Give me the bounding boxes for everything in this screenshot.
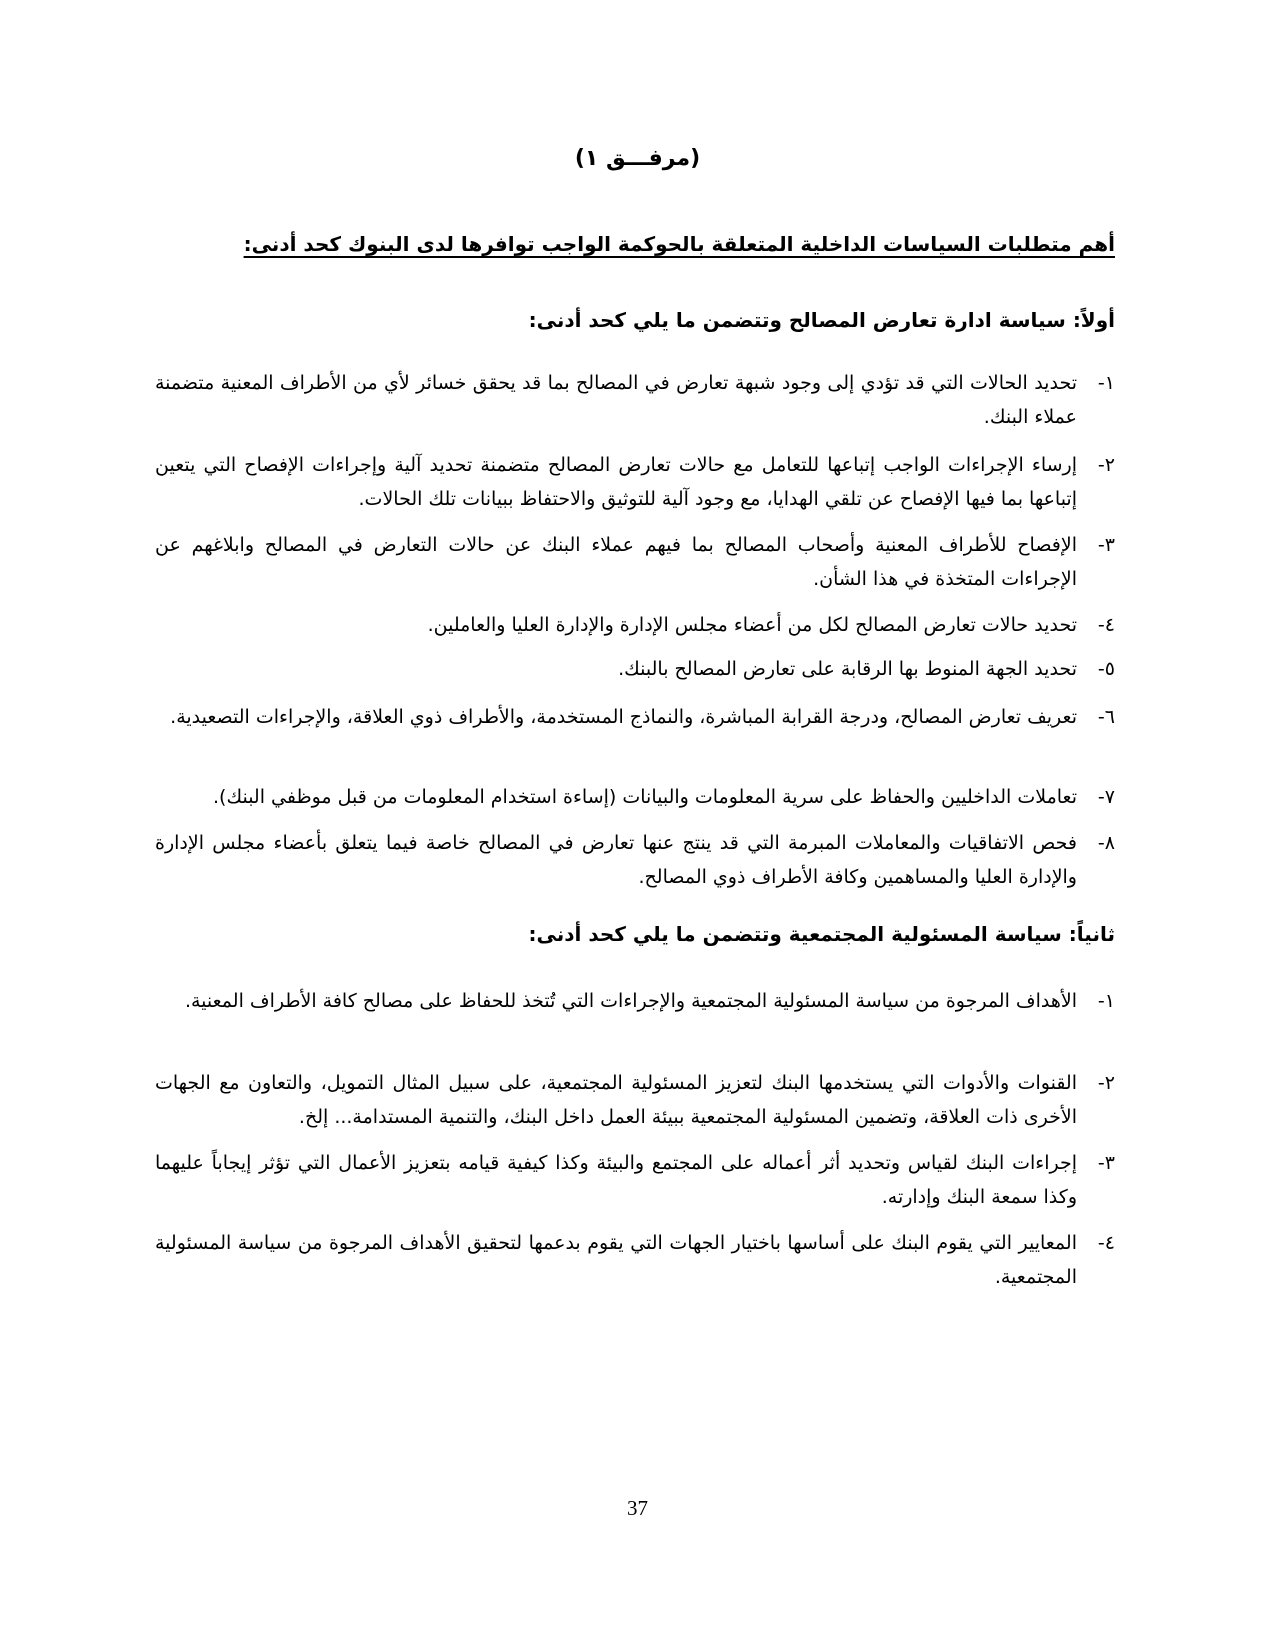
section-2-heading: ثانياً: سياسة المسئولية المجتمعية وتتضمن ما يلي كحد أدنى:	[528, 922, 1115, 946]
section-1-item-7	[155, 780, 1115, 814]
item-number: ٥-	[1097, 658, 1115, 680]
item-text: إجراءات البنك لقياس وتحديد أثر أعماله على المجتمع والبيئة وكذا كيفية قيامه بتعزيز الأعمال التي تؤثر إيجاباً عليهما وكذا سمعة البنك وإدارته.	[155, 1152, 1077, 1208]
item-number: ٤-	[1097, 1232, 1115, 1254]
item-number: ١-	[1097, 372, 1115, 394]
section-1-item-1	[155, 366, 1115, 434]
item-number: ٦-	[1097, 706, 1115, 728]
item-number: ٨-	[1097, 832, 1115, 854]
item-number: ٤-	[1097, 614, 1115, 636]
section-1-item-3	[155, 528, 1115, 596]
item-number: ٢-	[1097, 1072, 1115, 1094]
item-number: ٣-	[1097, 534, 1115, 556]
main-title: أهم متطلبات السياسات الداخلية المتعلقة بالحوكمة الواجب توافرها لدى البنوك كحد أدنى:	[243, 232, 1115, 256]
item-text: تعريف تعارض المصالح، ودرجة القرابة المباشرة، والنماذج المستخدمة، والأطراف ذوي العلاقة، والإجراءات التصعيدية.	[170, 706, 1077, 728]
item-number: ٢-	[1097, 454, 1115, 476]
item-text: الإفصاح للأطراف المعنية وأصحاب المصالح بما فيهم عملاء البنك عن حالات التعارض في المصالح وابلاغهم عن الإجراءات المتخذة في هذا الشأن.	[155, 534, 1077, 590]
page-number: 37	[627, 1496, 648, 1520]
section-2-item-3	[155, 1146, 1115, 1214]
section-2-item-1	[155, 984, 1115, 1018]
item-text: إرساء الإجراءات الواجب إتباعها للتعامل مع حالات تعارض المصالح متضمنة تحديد آلية وإجراءات الإفصاح التي يتعين إتباعها بما فيها الإفصاح عن تلقي الهدايا، مع وجود آلية للتوثيق والاحتفاظ ببيانات تلك الحالات.	[155, 454, 1077, 510]
item-text: تحديد الجهة المنوط بها الرقابة على تعارض المصالح بالبنك.	[618, 658, 1077, 680]
item-text: المعايير التي يقوم البنك على أساسها باختيار الجهات التي يقوم بدعمها لتحقيق الأهداف المرجوة من سياسة المسئولية المجتمعية.	[155, 1232, 1077, 1288]
annex-title: (مرفـــق ١)	[574, 146, 701, 171]
item-number: ١-	[1097, 990, 1115, 1012]
section-2-item-4	[155, 1226, 1115, 1294]
item-text: تعاملات الداخليين والحفاظ على سرية المعلومات والبيانات (إساءة استخدام المعلومات من قبل موظفي البنك).	[213, 786, 1077, 808]
item-number: ٧-	[1097, 786, 1115, 808]
item-text: تحديد الحالات التي قد تؤدي إلى وجود شبهة تعارض في المصالح بما قد يحقق خسائر لأي من الأطراف المعنية متضمنة عملاء البنك.	[155, 372, 1077, 428]
section-1-item-2	[155, 448, 1115, 516]
item-text: القنوات والأدوات التي يستخدمها البنك لتعزيز المسئولية المجتمعية، على سبيل المثال التمويل، والتعاون مع الجهات الأخرى ذات العلاقة، وتضمين المسئولية المجتمعية ببيئة العمل داخل البنك، والتنمية المستدامة... إلخ.	[155, 1072, 1077, 1128]
section-2-item-2	[155, 1066, 1115, 1134]
item-number: ٣-	[1097, 1152, 1115, 1174]
section-1-item-6	[155, 700, 1115, 734]
item-text: تحديد حالات تعارض المصالح لكل من أعضاء مجلس الإدارة والإدارة العليا والعاملين.	[427, 614, 1077, 636]
item-text: الأهداف المرجوة من سياسة المسئولية المجتمعية والإجراءات التي تُتخذ للحفاظ على مصالح كافة الأطراف المعنية.	[184, 990, 1077, 1012]
section-1-item-8	[155, 826, 1115, 894]
item-text: فحص الاتفاقيات والمعاملات المبرمة التي قد ينتج عنها تعارض في المصالح خاصة فيما يتعلق بأعضاء مجلس الإدارة والإدارة العليا والمساهمين وكافة الأطراف ذوي المصالح.	[155, 832, 1077, 888]
section-1-item-5	[155, 652, 1115, 686]
section-1-item-4	[155, 608, 1115, 642]
section-1-heading: أولاً: سياسة ادارة تعارض المصالح وتتضمن ما يلي كحد أدنى:	[528, 308, 1115, 332]
